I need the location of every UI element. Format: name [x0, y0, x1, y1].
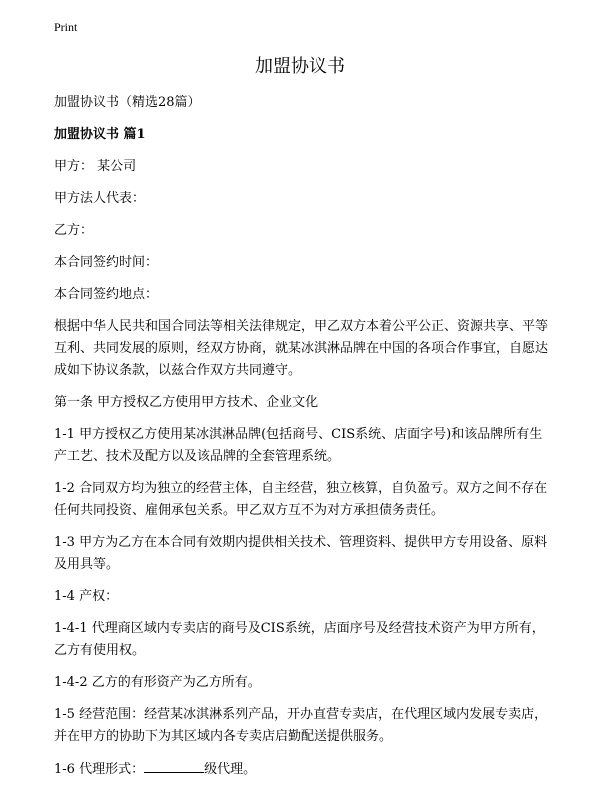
clause-1-1: 1-1 甲方授权乙方使用某冰淇淋品牌(包括商号、CIS系统、店面字号)和该品牌所有生产工艺、技术及配方以及该品牌的全套管理系统。: [54, 427, 543, 464]
clause-1-2: 1-2 合同双方均为独立的经营主体，自主经营，独立核算，自负盈亏。双方之间不存在任何共同投资、雇佣承包关系。甲乙双方互不为对方承担债务责任。: [54, 481, 548, 518]
clause-1-4-2: 1-4-2 乙方的有形资产为乙方所有。: [54, 675, 261, 690]
clause-1-3: 1-3 甲方为乙方在本合同有效期内提供相关技术、管理资料、提供甲方专用设备、原料及用具等。: [54, 535, 548, 572]
page-title: 加盟协议书: [255, 56, 345, 77]
party-b: 乙方：: [54, 223, 94, 238]
party-a: 甲方： 某公司: [54, 159, 137, 174]
intro-paragraph: 根据中华人民共和国合同法等相关法律规定，甲乙双方本着公平公正、资源共享、平等互利、共同发展的原则，经双方协商，就某冰淇淋品牌在中国的各项合作事宜，自愿达成如下协议条款，以兹合作双方共同遵守。: [54, 319, 549, 378]
article-1: 第一条 甲方授权乙方使用甲方技术、企业文化: [54, 395, 319, 410]
party-a-representative: 甲方法人代表：: [54, 191, 146, 206]
clause-1-5: 1-5 经营范围：经营某冰淇淋系列产品，开办直营专卖店，在代理区域内发展专卖店，并在甲方的协助下为其区域内各专卖店启勤配送提供服务。: [54, 707, 548, 744]
print-link[interactable]: Print: [54, 20, 78, 34]
document-body: [54, 92, 554, 791]
fill-in-blank: [144, 758, 204, 773]
section-heading: 加盟协议书 篇1: [54, 127, 146, 142]
clause-1-4-1: 1-4-1 代理商区域内专卖店的商号及CIS系统，店面序号及经营技术资产为甲方所有，乙方有使用权。: [54, 621, 545, 658]
clause-1-6-suffix: 级代理。: [204, 762, 257, 777]
clause-1-6: [54, 758, 554, 781]
document-subtitle: 加盟协议书（精选28篇）: [54, 95, 201, 110]
sign-place: 本合同签约地点：: [54, 287, 159, 302]
clause-1-6-prefix: 1-6 代理形式：: [54, 762, 145, 777]
sign-time: 本合同签约时间：: [54, 255, 159, 270]
clause-1-4: 1-4 产权：: [54, 589, 119, 604]
